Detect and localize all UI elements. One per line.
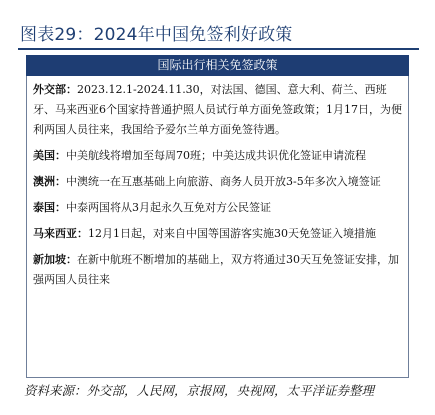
policy-label: 外交部： <box>33 83 77 96</box>
policy-row-singapore <box>33 250 402 290</box>
title-divider <box>18 48 419 50</box>
policy-text: 中泰两国将从3月起永久互免对方公民签证 <box>66 201 271 214</box>
policy-row-malaysia <box>33 224 402 244</box>
policy-text: 中美航线将增加至每周70班；中美达成共识优化签证申请流程 <box>66 149 366 162</box>
policy-text: 中澳统一在互惠基础上向旅游、商务人员开放3-5年多次入境签证 <box>66 175 381 188</box>
figure-title: 图表29：2024年中国免签利好政策 <box>20 25 293 45</box>
policy-label: 马来西亚： <box>33 227 88 240</box>
policy-row-foreign-ministry <box>33 80 402 140</box>
policy-text: 在新中航班不断增加的基础上，双方将通过30天互免签证安排，加强两国人员往来 <box>33 253 399 286</box>
source-note: 资料来源：外交部，人民网，京报网，央视网，太平洋证券整理 <box>24 383 375 398</box>
policy-text: 12月1日起，对来自中国等国游客实施30天免签证入境措施 <box>88 227 376 240</box>
policy-label: 澳洲： <box>33 175 66 188</box>
policy-row-thailand <box>33 198 402 218</box>
policy-label: 新加坡： <box>33 253 77 266</box>
policy-label: 美国： <box>33 149 66 162</box>
policy-table <box>26 76 409 378</box>
table-header: 国际出行相关免签政策 <box>26 55 409 76</box>
policy-row-australia <box>33 172 402 192</box>
policy-text: 2023.12.1-2024.11.30，对法国、德国、意大利、荷兰、西班牙、马来西亚6个国家持普通护照人员试行单方面免签政策；1月17日，为便利两国人员往来，我国给予爱尔兰单方面免签待遇。 <box>33 83 402 136</box>
policy-label: 泰国： <box>33 201 66 214</box>
policy-row-usa <box>33 146 402 166</box>
